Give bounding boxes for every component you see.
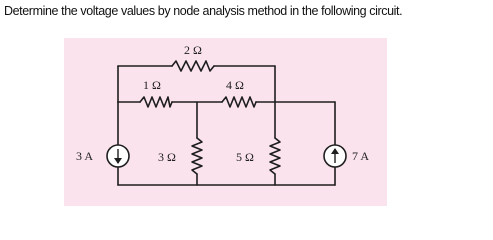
current-source-7a-label: 7 A: [352, 149, 370, 163]
diagram-background: [64, 38, 387, 206]
resistor-1ohm-label: 1 Ω: [143, 78, 161, 92]
current-source-7a: [324, 145, 346, 167]
resistor-5ohm-label: 5 Ω: [236, 150, 254, 164]
current-source-3a-label: 3 A: [76, 149, 94, 163]
current-source-3a: [107, 145, 129, 167]
resistor-4ohm-label: 4 Ω: [226, 78, 244, 92]
question-text: Determine the voltage values by node analysis method in the following circuit.: [4, 4, 403, 18]
resistor-3ohm-label: 3 Ω: [158, 150, 176, 164]
resistor-2ohm-label: 2 Ω: [184, 43, 202, 57]
